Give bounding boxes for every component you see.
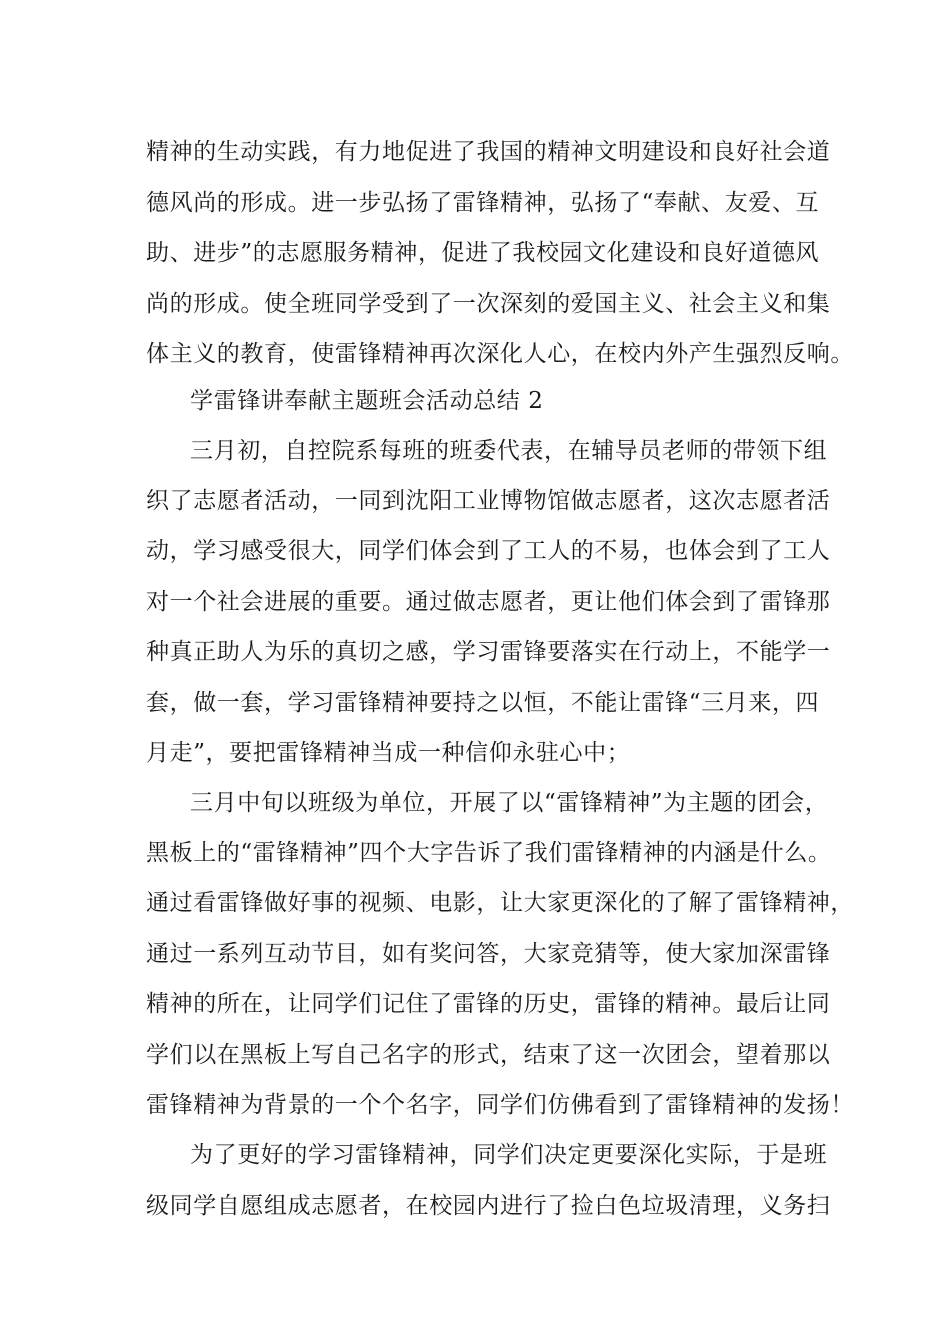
paragraph-1-line-1: 精神的生动实践，有力地促进了我国的精神文明建设和良好社会道 <box>146 139 831 165</box>
paragraph-3-line-1: 三月中旬以班级为单位，开展了以“雷锋精神”为主题的团会， <box>190 790 829 816</box>
paragraph-1-line-2: 德风尚的形成。进一步弘扬了雷锋精神，弘扬了“奉献、友爱、互 <box>146 190 820 216</box>
paragraph-3-line-3: 通过看雷锋做好事的视频、电影，让大家更深化的了解了雷锋精神， <box>146 890 854 916</box>
paragraph-3-line-5: 精神的所在，让同学们记住了雷锋的历史，雷锋的精神。最后让同 <box>146 991 831 1017</box>
paragraph-2-line-2: 织了志愿者活动，一同到沈阳工业博物馆做志愿者，这次志愿者活 <box>146 488 831 514</box>
paragraph-3-line-4: 通过一系列互动节目，如有奖问答，大家竞猜等，使大家加深雷锋 <box>146 941 831 967</box>
paragraph-2-line-7: 月走”，要把雷锋精神当成一种信仰永驻心中； <box>146 740 631 766</box>
paragraph-4-line-2: 级同学自愿组成志愿者，在校园内进行了捡白色垃圾清理，义务扫 <box>146 1193 831 1219</box>
paragraph-2-line-6: 套，做一套，学习雷锋精神要持之以恒，不能让雷锋“三月来，四 <box>146 690 820 716</box>
paragraph-4-line-1: 为了更好的学习雷锋精神，同学们决定更要深化实际，于是班 <box>190 1142 828 1168</box>
paragraph-2-line-3: 动，学习感受很大，同学们体会到了工人的不易，也体会到了工人 <box>146 538 831 564</box>
paragraph-2-line-1: 三月初，自控院系每班的班委代表，在辅导员老师的带领下组 <box>190 438 828 464</box>
paragraph-1-line-3: 助、进步”的志愿服务精神，促进了我校园文化建设和良好道德风 <box>146 240 820 266</box>
paragraph-1-line-4: 尚的形成。使全班同学受到了一次深刻的爱国主义、社会主义和集 <box>146 291 831 317</box>
section-heading: 学雷锋讲奉献主题班会活动总结 2 <box>190 388 544 414</box>
paragraph-2-line-4: 对一个社会进展的重要。通过做志愿者，更让他们体会到了雷锋那 <box>146 589 831 615</box>
paragraph-3-line-6: 学们以在黑板上写自己名字的形式，结束了这一次团会，望着那以 <box>146 1042 831 1068</box>
paragraph-3-line-7: 雷锋精神为背景的一个个名字，同学们仿佛看到了雷锋精神的发扬！ <box>146 1092 854 1118</box>
paragraph-3-line-2: 黑板上的“雷锋精神”四个大字告诉了我们雷锋精神的内涵是什么。 <box>146 840 832 866</box>
paragraph-1-line-5: 体主义的教育，使雷锋精神再次深化人心，在校内外产生强烈反响。 <box>146 341 854 367</box>
paragraph-2-line-5: 种真正助人为乐的真切之感，学习雷锋要落实在行动上，不能学一 <box>146 639 831 665</box>
